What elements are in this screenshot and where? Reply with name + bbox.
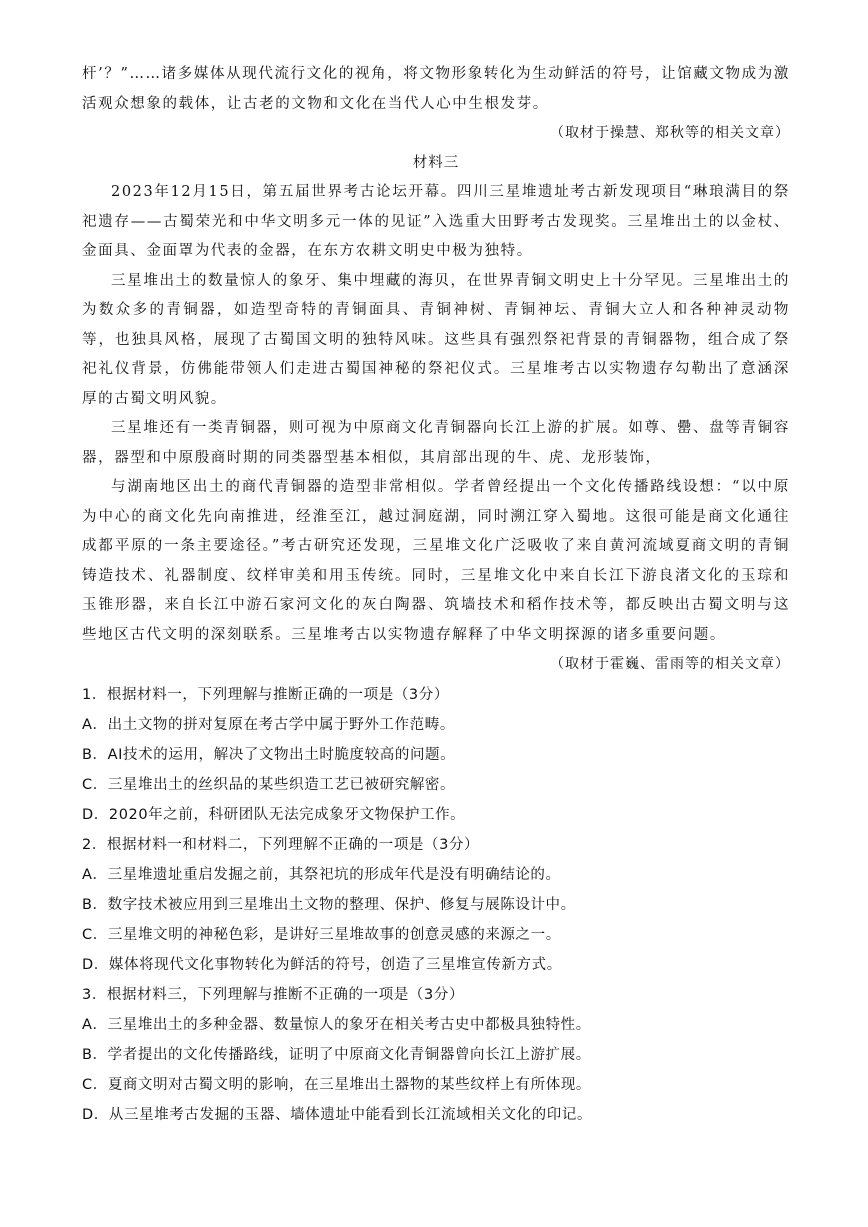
continuation-paragraph: 杆’？”……诸多媒体从现代流行文化的视角，将文物形象转化为生动鲜活的符号，让馆藏文物成为激活观众想象的载体，让古老的文物和文化在当代人心中生根发芽。: [82, 66, 790, 112]
question-stem: 3．根据材料三，下列理解与推断不正确的一项是（3分）: [82, 986, 465, 1003]
question-2: [82, 830, 790, 980]
option-a: A．出土文物的拼对复原在考古学中属于野外工作范畴。: [82, 716, 455, 733]
option-d: D．媒体将现代文化事物转化为鲜活的符号，创造了三星堆宣传新方式。: [82, 956, 562, 973]
option-b: B．学者提出的文化传播路线，证明了中原商文化青铜器曾向长江上游扩展。: [82, 1046, 591, 1063]
material-three-paragraph-3: 三星堆还有一类青铜器，则可视为中原商文化青铜器向长江上游的扩展。如尊、罍、盘等青铜容器，器型和中原殷商时期的同类器型基本相似，其肩部出现的牛、虎、龙形装饰，: [82, 420, 790, 466]
question-stem: 1．根据材料一，下列理解与推断正确的一项是（3分）: [82, 686, 449, 703]
material-three-paragraph-2: 三星堆出土的数量惊人的象牙、集中埋藏的海贝，在世界青铜文明史上十分罕见。三星堆出土的为数众多的青铜器，如造型奇特的青铜面具、青铜神树、青铜神坛、青铜大立人和各种神灵动物等，也独具风格，展现了古蜀国文明的独特风味。这些具有强烈祭祀背景的青铜器物，组合成了祭祀礼仪背景，仿佛能带领人们走进古蜀国神秘的祭祀仪式。三星堆考古以实物遗存勾勒出了意涵深厚的古蜀文明风貌。: [82, 272, 790, 407]
option-a: A．三星堆遗址重启发掘之前，其祭祀坑的形成年代是没有明确结论的。: [82, 866, 561, 883]
option-b: B．AI技术的运用，解决了文物出土时脆度较高的问题。: [82, 746, 456, 763]
option-c: C．夏商文明对古蜀文明的影响，在三星堆出土器物的某些纹样上有所体现。: [82, 1076, 592, 1093]
source-note-material2: （取材于操慧、郑秋等的相关文章）: [550, 125, 790, 141]
option-c: C．三星堆文明的神秘色彩，是讲好三星堆故事的创意灵感的来源之一。: [82, 926, 561, 943]
material-three-paragraph-1: 2023年12月15日，第五届世界考古论坛开幕。四川三星堆遗址考古新发现项目“琳琅满目的祭祀遗存——古蜀荣光和中华文明多元一体的见证”入选重大田野考古发现奖。三星堆出土的以金杖、金面具、金面罩为代表的金器，在东方农耕文明史中极为独特。: [82, 184, 790, 259]
question-3: [82, 980, 790, 1130]
option-a: A．三星堆出土的多种金器、数量惊人的象牙在相关考古史中都极具独特性。: [82, 1016, 591, 1033]
material-three-paragraph-4: 与湖南地区出土的商代青铜器的造型非常相似。学者曾经提出一个文化传播路线设想：“以中原为中心的商文化先向南推进，经淮至江，越过洞庭湖，同时溯江穿入蜀地。这很可能是商文化通往成都平原的一条主要途径。”考古研究还发现，三星堆文化广泛吸收了来自黄河流域夏商文明的青铜铸造技术、礼器制度、纹样审美和用玉传统。同时，三星堆文化中来自长江下游良渚文化的玉琮和玉锥形器，来自长江中游石家河文化的灰白陶器、筑墙技术和稻作技术等，都反映出古蜀文明与这些地区古代文明的深刻联系。三星堆考古以实物遗存解释了中华文明探源的诸多重要问题。: [82, 479, 790, 643]
option-b: B．数字技术被应用到三星堆出土文物的整理、保护、修复与展陈设计中。: [82, 896, 576, 913]
source-note-material3: （取材于霍巍、雷雨等的相关文章）: [550, 656, 790, 672]
exam-page: [82, 60, 790, 1130]
question-stem: 2．根据材料一和材料二，下列理解不正确的一项是（3分）: [82, 836, 480, 853]
material-three-heading: 材料三: [412, 154, 460, 171]
question-1: [82, 680, 790, 830]
option-c: C．三星堆出土的丝织品的某些织造工艺已被研究解密。: [82, 776, 456, 793]
option-d: D．2020年之前，科研团队无法完成象牙文物保护工作。: [82, 806, 466, 823]
option-d: D．从三星堆考古发掘的玉器、墙体遗址中能看到长江流域相关文化的印记。: [82, 1106, 593, 1123]
